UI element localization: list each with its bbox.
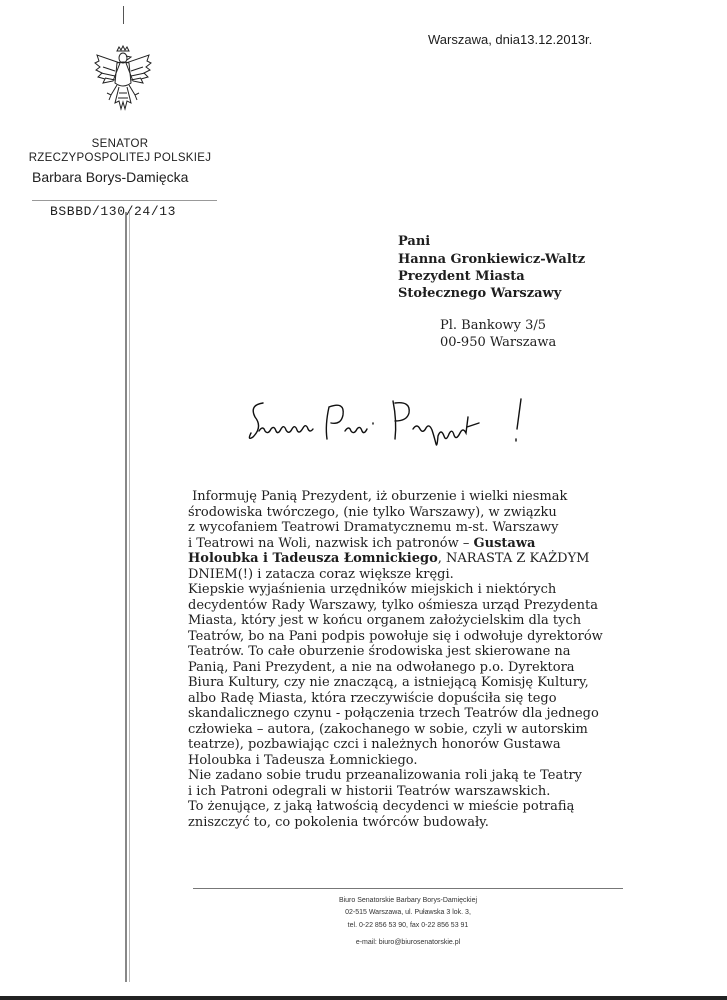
text-run: , NARASTA Z KAŻDYM [437, 551, 590, 566]
footer-divider [193, 888, 623, 889]
text-run: i Teatrowi na Woli, nazwisk ich patronów – [188, 535, 474, 551]
polish-eagle-emblem-icon [93, 45, 153, 119]
body-line [188, 706, 658, 722]
body-line [188, 737, 658, 753]
senator-title-line2: RZECZYPOSPOLITEJ POLSKIEJ [28, 152, 212, 164]
recipient-street: Pl. Bankowy 3/5 [440, 318, 547, 333]
text-run: Biura Kultury, czy nie znaczącą, a istniejącą Komisję Kultury, [188, 675, 589, 690]
bold-text: Gustawa [473, 535, 536, 551]
text-run: Teatrów. To całe oburzenie środowiska jest skierowane na [188, 644, 571, 659]
body-line [188, 644, 658, 660]
handwritten-salutation [245, 395, 535, 460]
text-run: Panią, Pani Prezydent, a nie na odwołanego p.o. Dyrektora [188, 659, 575, 675]
body-line [188, 691, 658, 707]
body-line [188, 520, 658, 536]
body-line [188, 598, 658, 614]
footer-address: 02-515 Warszawa, ul. Puławska 3 lok. 3, [345, 909, 471, 916]
text-run: teatrze), pozbawiając czci i należnych honorów Gustawa [188, 737, 561, 752]
text-run: Nie zadano sobie trudu przeanalizowania roli jaką te Teatry [188, 768, 583, 783]
text-run: DNIEM(!) i zatacza coraz większe kręgi. [188, 566, 454, 582]
body-line [188, 768, 658, 784]
recipient-postcode: 00-950 Warszawa [440, 335, 557, 350]
body-line [188, 567, 658, 583]
page-edge [0, 996, 727, 1000]
margin-line-top [123, 6, 124, 24]
text-run: człowieka – autora, (zakochanego w sobie, czyli w autorskim [188, 721, 588, 737]
text-run: z wycofaniem Teatrowi Dramatycznemu m-st. Warszawy [188, 520, 559, 535]
body-line [188, 675, 658, 691]
recipient-line-1: Pani [398, 234, 431, 249]
text-run: Teatrów, bo na Pani podpis powołuje się i odwołuje dyrektorów [188, 628, 603, 644]
body-line [188, 613, 658, 629]
header-divider [32, 200, 217, 201]
margin-line [125, 212, 127, 982]
body-line [188, 629, 658, 645]
body-line [188, 660, 658, 676]
body-line [188, 815, 658, 831]
text-run: Holoubka i Tadeusza Łomnickiego. [188, 752, 418, 768]
body-line [188, 505, 658, 521]
recipient-title: Prezydent Miasta [398, 269, 525, 284]
text-run: albo Radę Miasta, która rzeczywiście dopuściła się tego [188, 690, 557, 706]
footer-phone: tel. 0-22 856 53 90, fax 0-22 856 53 91 [347, 922, 469, 929]
recipient-name: Hanna Gronkiewicz-Waltz [398, 252, 586, 267]
text-run: środowiska twórczego, (nie tylko Warszawy), w związku [188, 504, 557, 520]
text-run: Miasta, który jest w końcu organem założycielskim dla tych [188, 613, 582, 628]
body-line [188, 753, 658, 769]
text-run: skandalicznego czynu - połączenia trzech Teatrów dla jednego [188, 706, 599, 721]
body-line [188, 489, 658, 505]
recipient-city: Stołecznego Warszawy [398, 286, 562, 301]
footer-email: e-mail: biuro@biurosenatorskie.pl [355, 939, 461, 946]
reference-number: BSBBD/130/24/13 [50, 204, 177, 219]
senator-name: Barbara Borys-Damięcka [32, 169, 189, 185]
text-run: decydentów Rady Warszawy, tylko ośmiesza urząd Prezydenta [188, 597, 598, 613]
body-line [188, 722, 658, 738]
body-line [188, 536, 658, 552]
letter-date: Warszawa, dnia13.12.2013r. [428, 32, 593, 47]
text-run: Kiepskie wyjaśnienia urzędników miejskich i niektórych [188, 582, 557, 597]
bold-text: Holoubka i Tadeusza Łomnickiego [188, 551, 438, 566]
text-run: To żenujące, z jaką łatwością decydenci w mieście potrafią [188, 799, 575, 814]
body-line [188, 784, 658, 800]
senator-title: SENATOR [91, 138, 149, 150]
body-line [188, 799, 658, 815]
footer-office: Biuro Senatorskie Barbary Borys-Damięckiej [338, 897, 478, 904]
letter-body [188, 489, 658, 830]
text-run: zniszczyć to, co pokolenia twórców budowały. [188, 814, 489, 830]
text-run: Informuję Panią Prezydent, iż oburzenie i wielki niesmak [188, 489, 568, 504]
body-line [188, 582, 658, 598]
body-line [188, 551, 658, 567]
margin-line-shadow [129, 212, 130, 982]
text-run: i ich Patroni odegrali w historii Teatrów warszawskich. [188, 783, 551, 799]
